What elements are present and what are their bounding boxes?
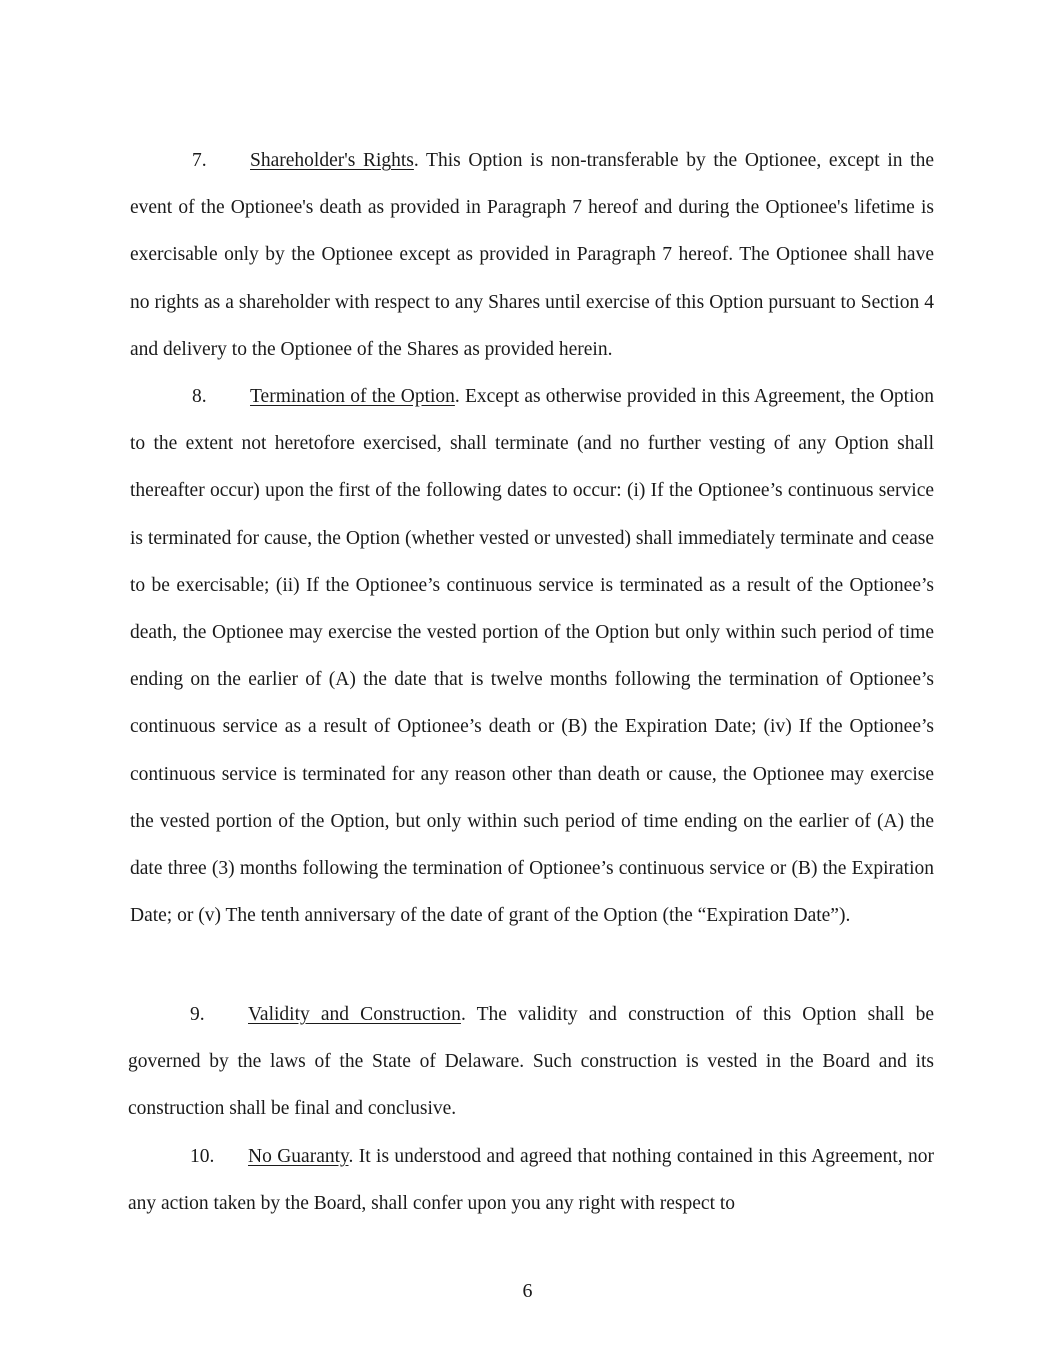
paragraph-body: . The validity and construction of this Option shall be governed by the laws of the State of Delaware. Such construction is vested in the Board and its construction shall be final and conclusive.	[128, 1004, 934, 1120]
page-number: 6	[522, 1280, 533, 1302]
paragraph-heading: Shareholder's Rights	[250, 150, 414, 171]
paragraph-body: . Except as otherwise provided in this Agreement, the Option to the extent not heretofore exercised, shall terminate (and no further vesting of any Option shall thereafter occur) upon the first of the following dates to occur: (i) If the Optionee’s continuous service is terminated for cause, the Option (whether vested or unvested) shall immediately terminate and cease to be exercisable; (ii) If the Optionee’s continuous service is terminated as a result of the Optionee’s death, the Optionee may exercise the vested portion of the Option but only within such period of time ending on the earlier of (A) the date that is twelve months following the termination of Optionee’s continuous service as a result of Optionee’s death or (B) the Expiration Date; (iv) If the Optionee’s continuous service is terminated for any reason other than death or cause, the Optionee may exercise the vested portion of the Option, but only within such period of time ending on the earlier of (A) the date three (3) months following the termination of Optionee’s continuous service or (B) the Expiration Date; or (v) The tenth anniversary of the date of grant of the Option (the “Expiration Date”).	[130, 386, 934, 927]
paragraph-body: . It is understood and agreed that nothing contained in this Agreement, nor any action taken by the Board, shall confer upon you any right with respect to	[128, 1146, 934, 1215]
paragraph-8	[130, 373, 934, 939]
paragraph-heading: Validity and Construction	[248, 1004, 461, 1025]
paragraph-number: 10.	[190, 1146, 215, 1167]
paragraph-heading: No Guaranty	[248, 1146, 349, 1167]
paragraph-9	[128, 991, 934, 1133]
paragraph-heading: Termination of the Option	[250, 386, 455, 407]
paragraph-7	[130, 137, 934, 373]
paragraph-body: . This Option is non-transferable by the Optionee, except in the event of the Optionee's death as provided in Paragraph 7 hereof and during the Optionee's lifetime is exercisable only by the Optionee except as provided in Paragraph 7 hereof. The Optionee shall have no rights as a shareholder with respect to any Shares until exercise of this Option pursuant to Section 4 and delivery to the Optionee of the Shares as provided herein.	[130, 150, 934, 360]
paragraph-number: 8.	[192, 386, 207, 407]
paragraph-10	[128, 1133, 934, 1227]
paragraph-number: 7.	[192, 150, 207, 171]
paragraph-number: 9.	[190, 1004, 205, 1025]
